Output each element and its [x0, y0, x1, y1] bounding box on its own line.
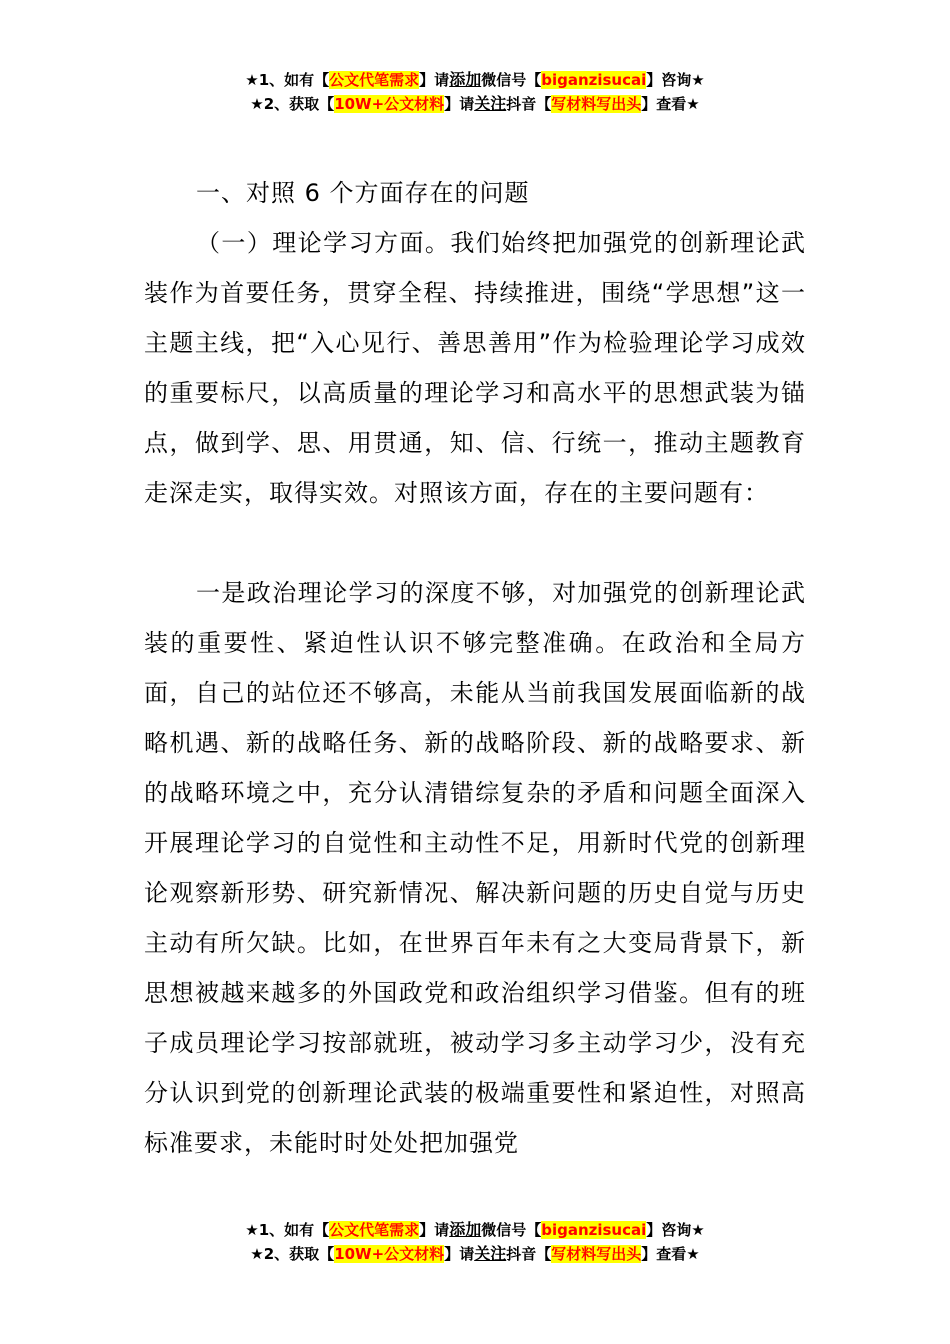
banner-underline: 添加: [449, 1220, 482, 1239]
footer-banner: [0, 1218, 950, 1266]
banner-highlight: biganzisucai: [541, 1221, 647, 1239]
banner-text: 抖音【: [506, 1245, 552, 1263]
banner-highlight: 写材料写出头: [551, 1245, 642, 1263]
banner-highlight: 公文代笔需求: [329, 71, 420, 89]
banner-text: 微信号【: [481, 1221, 542, 1239]
section-heading: 一、对照 6 个方面存在的问题: [196, 179, 530, 207]
banner-text: 抖音【: [506, 95, 552, 113]
banner-text: 】请: [444, 1245, 475, 1263]
paragraph-problem-one: 一是政治理论学习的深度不够，对加强党的创新理论武装的重要性、紧迫性认识不够完整准确。在政治和全局方面，自己的站位还不够高，未能从当前我国发展面临新的战略机遇、新的战略任务、新的战略阶段、新的战略要求、新的战略环境之中，充分认清错综复杂的矛盾和问题全面深入开展理论学习的自觉性和主动性不足，用新时代党的创新理论观察新形势、研究新情况、解决新问题的历史自觉与历史主动有所欠缺。比如，在世界百年未有之大变局背景下，新思想被越来越多的外国政党和政治组织学习借鉴。但有的班子成员理论学习按部就班，被动学习多主动学习少，没有充分认识到党的创新理论武装的极端重要性和紧迫性，对照高标准要求，未能时时处处把加强党: [144, 579, 806, 1157]
banner-text: ★1、如有【: [245, 1221, 330, 1239]
header-banner: [0, 68, 950, 116]
banner-text: ★2、获取【: [250, 95, 335, 113]
banner-text: 】查看★: [641, 1245, 700, 1263]
banner-line-2: [0, 92, 950, 116]
banner-text: 】查看★: [641, 95, 700, 113]
document-body: [144, 168, 806, 1168]
banner-highlight: 10W+公文材料: [334, 1245, 445, 1263]
banner-text: 】请: [444, 95, 475, 113]
banner-text: ★1、如有【: [245, 71, 330, 89]
banner-highlight: 公文代笔需求: [329, 1221, 420, 1239]
banner-highlight: 10W+公文材料: [334, 95, 445, 113]
banner-line-1: [0, 1218, 950, 1242]
banner-text: 】请: [419, 71, 450, 89]
banner-text: ★2、获取【: [250, 1245, 335, 1263]
banner-underline: 添加: [449, 70, 482, 89]
paragraph-theory-study: （一）理论学习方面。我们始终把加强党的创新理论武装作为首要任务，贯穿全程、持续推进，围绕“学思想”这一主题主线，把“入心见行、善思善用”作为检验理论学习成效的重要标尺，以高质量的理论学习和高水平的思想武装为锚点，做到学、思、用贯通，知、信、行统一，推动主题教育走深走实，取得实效。对照该方面，存在的主要问题有：: [144, 229, 806, 507]
banner-text: 】咨询★: [646, 71, 705, 89]
banner-text: 微信号【: [481, 71, 542, 89]
banner-line-1: [0, 68, 950, 92]
banner-text: 】请: [419, 1221, 450, 1239]
banner-text: 】咨询★: [646, 1221, 705, 1239]
banner-highlight: 写材料写出头: [551, 95, 642, 113]
banner-underline: 关注: [474, 94, 507, 113]
banner-underline: 关注: [474, 1244, 507, 1263]
banner-line-2: [0, 1242, 950, 1266]
banner-highlight: biganzisucai: [541, 71, 647, 89]
